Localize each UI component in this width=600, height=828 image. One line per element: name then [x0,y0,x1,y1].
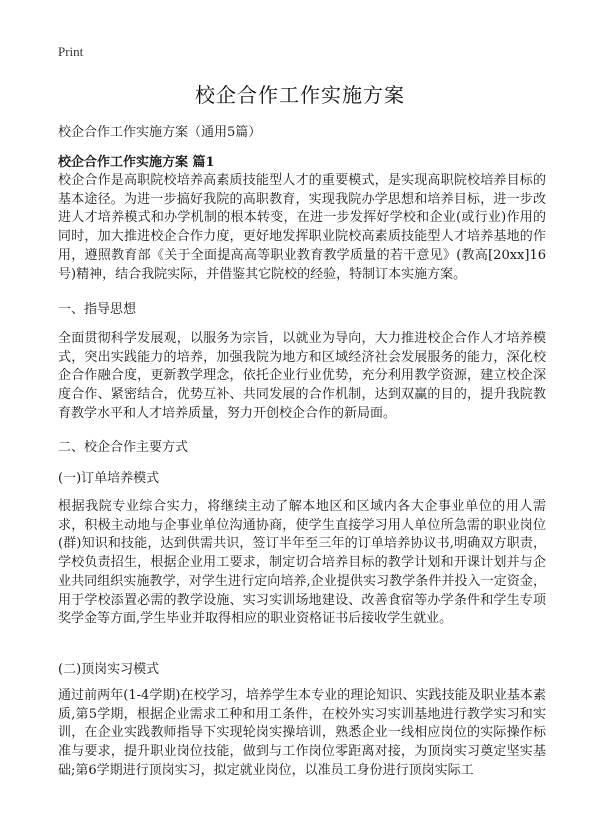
heading-internship: (二)顶岗实习模式 [58,662,160,677]
heading-order-training: (一)订单培养模式 [58,471,160,486]
document-title: 校企合作工作实施方案 [195,83,405,107]
document-subtitle: 校企合作工作实施方案（通用5篇） [58,125,262,140]
heading-guiding-ideology: 一、指导思想 [58,302,137,317]
print-link[interactable]: Print [58,44,84,59]
section-title: 校企合作工作实施方案 篇1 [58,155,215,170]
paragraph-guiding-ideology: 全面贯彻科学发展观，以服务为宗旨，以就业为导向，大力推进校企合作人才培养模式，突出实践能力的培养，加强我院为地方和区域经济社会发展服务的能力，深化校企合作融合度，更新教学理念，依托企业行业优势，充分利用教学资源，建立校企深度合作、紧密结合，优势互补、共同发展的合作机制，达到双赢的目的，提升我院教育教学水平和人才培养质量，努力开创校企合作的新局面。 [58,331,546,421]
paragraph-internship: 通过前两年(1-4学期)在校学习，培养学生本专业的理论知识、实践技能及职业基本素质,第5学期，根据企业需求工种和用工条件，在校外实习实训基地进行教学实习和实训，在企业实践教师指导下实现轮岗实操培训，熟悉企业一线相应岗位的实际操作标准与要求，提升职业岗位技能，做到与工作岗位零距离对接，为顶岗实习奠定坚实基础;第6学期进行顶岗实习，拟定就业岗位，以准员工身份进行顶岗实际工 [58,688,546,778]
heading-main-methods: 二、校企合作主要方式 [58,440,189,455]
paragraph-order-training: 根据我院专业综合实力，将继续主动了解本地区和区域内各大企事业单位的用人需求，积极主动地与企事业单位沟通协商，使学生直接学习用人单位所急需的职业岗位(群)知识和技能，达到供需共识，签订半年至三年的订单培养协议书,明确双方职责，学校负责招生，根据企业用工要求，制定切合培养目标的教学计划和开课计划并与企业共同组织实施教学，对学生进行定向培养,企业提供实习教学条件并投入一定资金，用于学校添置必需的教学设施、实习实训场地建设、改善食宿等办学条件和学生专项奖学金等方面,学生毕业并取得相应的职业资格证书后接收学生就业。 [58,499,546,627]
paragraph-intro: 校企合作是高职院校培养高素质技能型人才的重要模式，是实现高职院校培养目标的基本途径。为进一步搞好我院的高职教育，实现我院办学思想和培养目标，进一步改进人才培养模式和办学机制的根本转变，在进一步发挥好学校和企业(或行业)作用的同时，加大推进校企合作力度，更好地发挥职业院校高素质技能型人才培养基地的作用，遵照教育部《关于全面提高高等职业教育教学质量的若干意见》(教高[20xx]16号)精神，结合我院实际，并借鉴其它院校的经验，特制订本实施方案。 [58,173,546,282]
